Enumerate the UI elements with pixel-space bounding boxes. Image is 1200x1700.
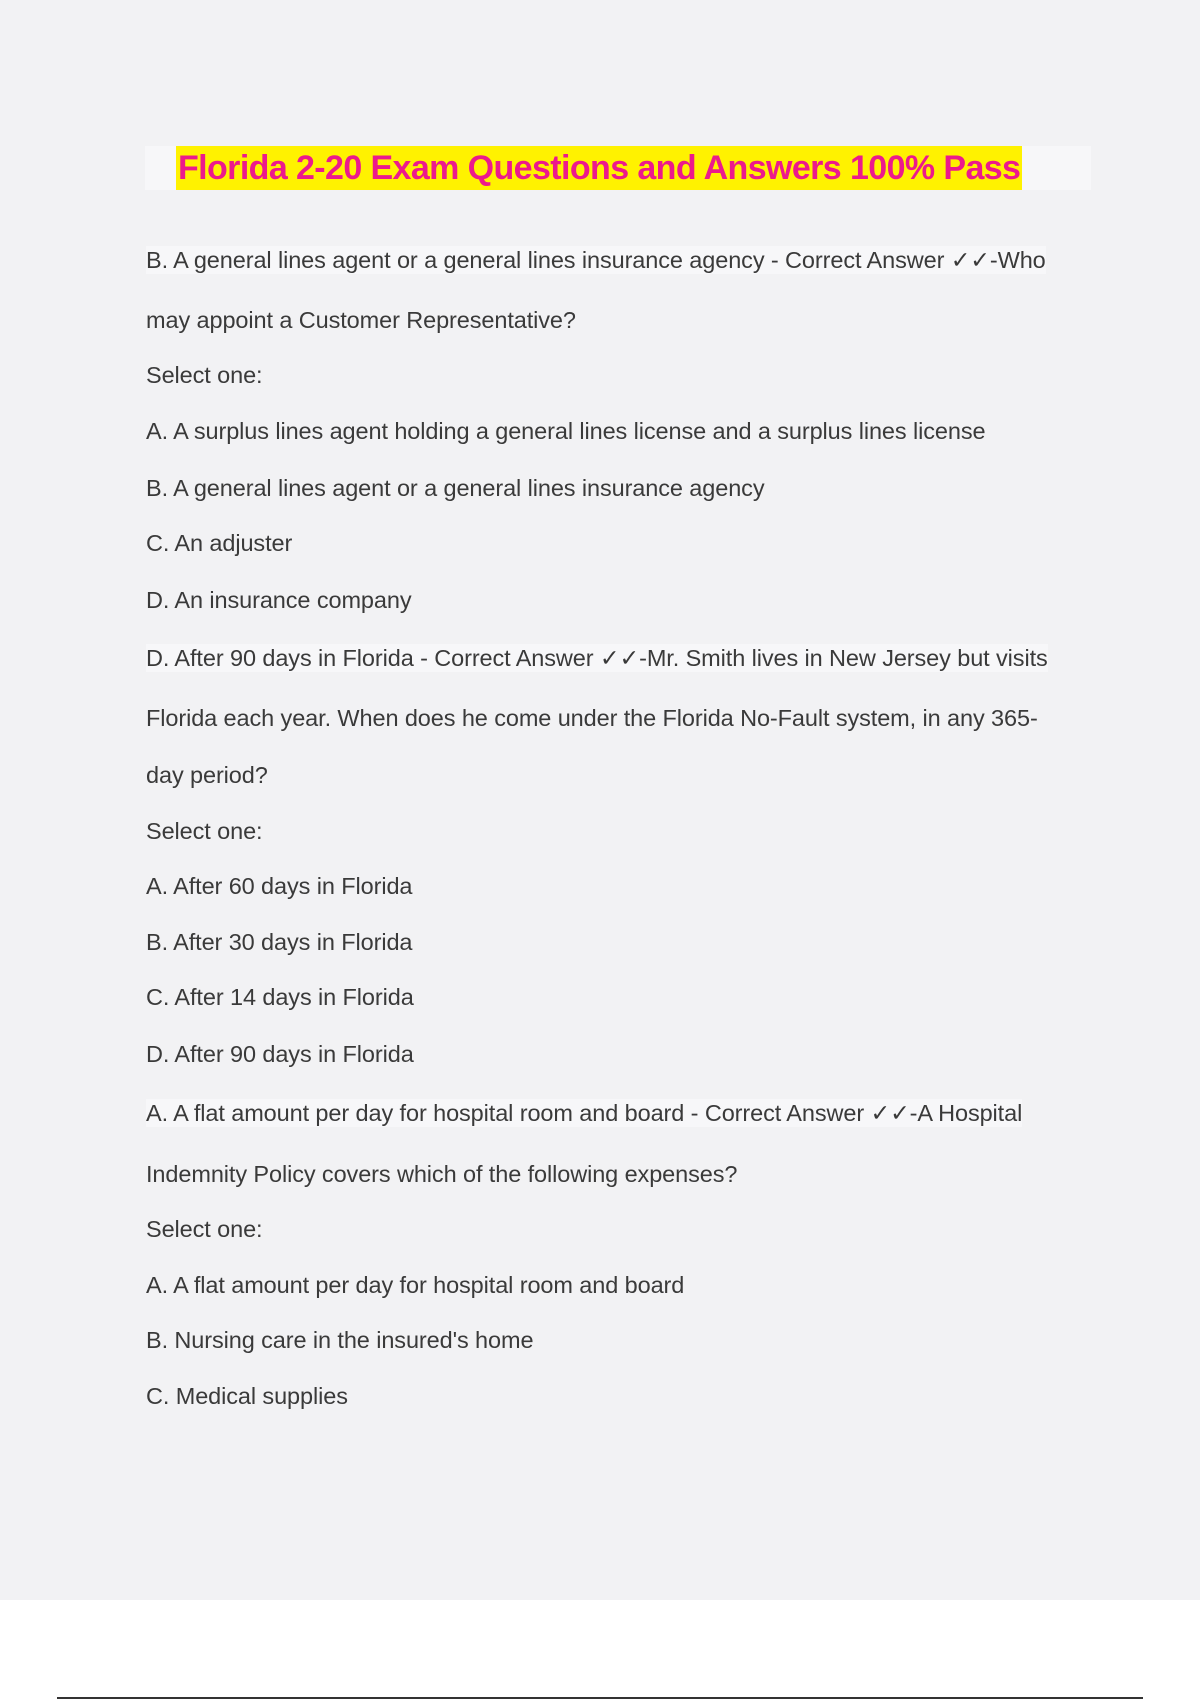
text-line: C. An adjuster	[146, 530, 293, 556]
text-line: Select one:	[146, 362, 263, 388]
text-line: A. A flat amount per day for hospital room and board	[146, 1272, 685, 1298]
text-line: D. An insurance company	[146, 587, 412, 613]
text-line: B. A general lines agent or a general lines insurance agency - Correct Answer ✓✓-Who	[146, 247, 1046, 273]
text-line: B. A general lines agent or a general lines insurance agency	[146, 475, 765, 501]
text-line: A. A flat amount per day for hospital room and board - Correct Answer ✓✓-A Hospital	[146, 1100, 1023, 1126]
text-line: B. Nursing care in the insured's home	[146, 1327, 534, 1353]
text-line: Indemnity Policy covers which of the following expenses?	[146, 1161, 738, 1187]
text-line: A. A surplus lines agent holding a general lines license and a surplus lines license	[146, 418, 986, 444]
text-line: D. After 90 days in Florida	[146, 1041, 414, 1067]
text-line: Florida each year. When does he come under the Florida No-Fault system, in any 365-	[146, 705, 1038, 731]
text-line: Select one:	[146, 818, 263, 844]
text-line: B. After 30 days in Florida	[146, 929, 413, 955]
text-line: day period?	[146, 762, 268, 788]
text-line: C. After 14 days in Florida	[146, 984, 414, 1010]
text-line: may appoint a Customer Representative?	[146, 307, 576, 333]
footer-divider	[57, 1697, 1143, 1699]
text-line: A. After 60 days in Florida	[146, 873, 413, 899]
text-line: D. After 90 days in Florida - Correct Answer ✓✓-Mr. Smith lives in New Jersey but visits	[146, 645, 1048, 671]
text-line: C. Medical supplies	[146, 1383, 348, 1409]
document-title: Florida 2-20 Exam Questions and Answers 100% Pass	[176, 146, 1022, 190]
text-line: Select one:	[146, 1216, 263, 1242]
